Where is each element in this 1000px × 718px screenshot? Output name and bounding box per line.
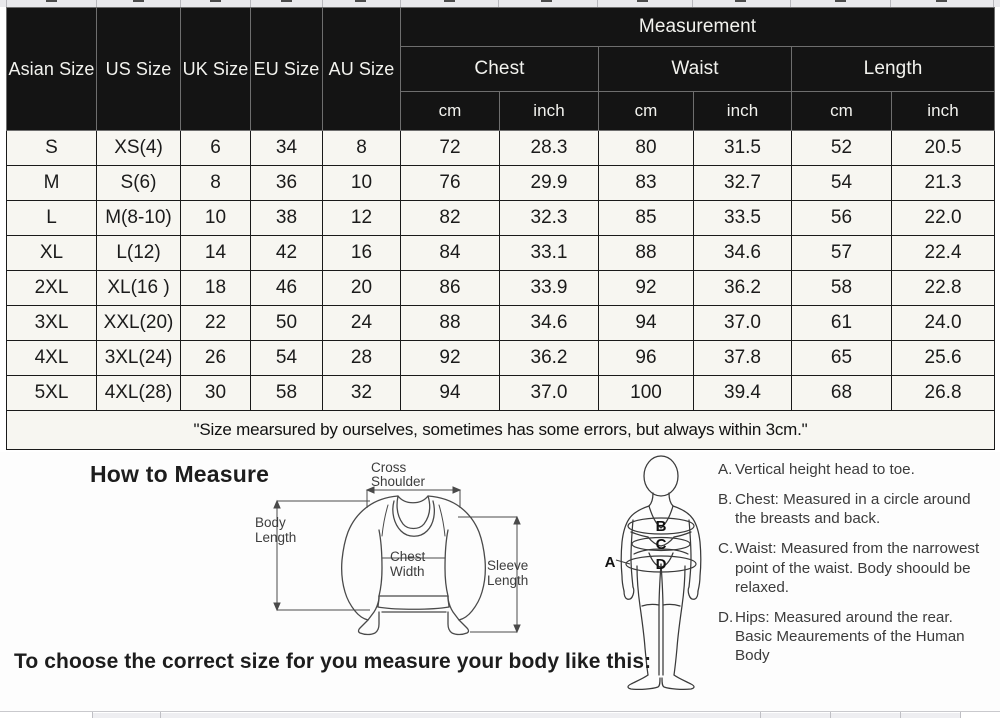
label-body-length-line2: Length [255,530,297,545]
cell-length-inch: 22.0 [892,201,995,236]
cell-eu-size: 46 [251,271,323,306]
cell-eu-size: 54 [251,341,323,376]
legend-text-a: Vertical height head to toe. [735,461,915,478]
column-header-chest: Chest [401,47,599,92]
table-row [7,236,995,271]
cell-chest-cm: 88 [401,306,500,341]
label-sleeve-length-line2: Length [487,573,529,588]
body-marker-a: A [604,554,616,571]
cell-length-cm: 58 [792,271,892,306]
column-header-waist: Waist [599,47,792,92]
truncated-top-row [0,0,1000,7]
label-cross-shoulder-line1: Cross [371,460,407,475]
label-cross-shoulder-line2: Shoulder [371,474,426,489]
cell-chest-inch: 33.1 [500,236,599,271]
cell-us-size: 4XL(28) [97,376,181,411]
cell-asian-size: 4XL [7,341,97,376]
column-header-measurement: Measurement [401,8,995,47]
size-chart-table-container [6,7,994,450]
cell-asian-size: 2XL [7,271,97,306]
table-header-row-measurement [7,8,995,47]
table-footer-row [7,411,995,450]
cell-chest-inch: 33.9 [500,271,599,306]
cell-length-cm: 57 [792,236,892,271]
legend-key-d: D. [718,608,734,626]
cell-length-cm: 68 [792,376,892,411]
table-row [7,201,995,236]
cell-length-inch: 25.6 [892,341,995,376]
column-header-waist-inch: inch [694,92,792,131]
cell-au-size: 20 [323,271,401,306]
label-body-length-line1: Body [255,515,286,530]
cell-length-inch: 22.4 [892,236,995,271]
column-header-length-cm: cm [792,92,892,131]
body-marker-b: B [655,518,667,535]
cell-uk-size: 22 [181,306,251,341]
column-header-length-inch: inch [892,92,995,131]
column-header-eu-size: EU Size [251,8,323,131]
cell-chest-cm: 82 [401,201,500,236]
cell-chest-cm: 92 [401,341,500,376]
column-header-us-size: US Size [97,8,181,131]
cell-uk-size: 8 [181,166,251,201]
cell-uk-size: 10 [181,201,251,236]
how-to-measure-title: How to Measure [90,461,270,487]
body-marker-c: C [655,536,667,553]
cell-waist-inch: 37.0 [694,306,792,341]
legend-text-d: Hips: Measured around the rear. Basic Meaurements of the Human Body [735,608,965,665]
cell-au-size: 24 [323,306,401,341]
cell-length-inch: 22.8 [892,271,995,306]
cell-waist-cm: 100 [599,376,694,411]
cell-length-cm: 61 [792,306,892,341]
cell-length-inch: 21.3 [892,166,995,201]
cell-us-size: 3XL(24) [97,341,181,376]
cell-uk-size: 6 [181,131,251,166]
cell-waist-inch: 31.5 [694,131,792,166]
truncated-bottom-row [0,711,1000,718]
cell-waist-inch: 36.2 [694,271,792,306]
cell-chest-inch: 37.0 [500,376,599,411]
cell-us-size: S(6) [97,166,181,201]
cell-au-size: 16 [323,236,401,271]
table-row [7,271,995,306]
cell-au-size: 10 [323,166,401,201]
cell-length-cm: 52 [792,131,892,166]
cell-us-size: XL(16 ) [97,271,181,306]
cell-chest-inch: 28.3 [500,131,599,166]
table-row [7,306,995,341]
legend-item-c [718,539,988,596]
cell-chest-inch: 32.3 [500,201,599,236]
legend-key-a: A. [718,461,733,478]
cell-waist-cm: 96 [599,341,694,376]
table-row [7,166,995,201]
size-chart-table [6,7,995,450]
choose-correct-size-instruction: To choose the correct size for you measure your body like this: [14,650,652,673]
cell-waist-cm: 80 [599,131,694,166]
cell-waist-inch: 34.6 [694,236,792,271]
legend-key-b: B. [718,491,733,509]
cell-us-size: XS(4) [97,131,181,166]
cell-au-size: 32 [323,376,401,411]
cell-length-cm: 54 [792,166,892,201]
label-sleeve-length-line1: Sleeve [487,558,529,573]
cell-asian-size: S [7,131,97,166]
cell-asian-size: M [7,166,97,201]
cell-eu-size: 42 [251,236,323,271]
size-disclaimer-note: "Size mearsured by ourselves, sometimes has some errors, but always within 3cm." [7,411,995,450]
cell-chest-cm: 86 [401,271,500,306]
cell-waist-inch: 32.7 [694,166,792,201]
cell-waist-cm: 92 [599,271,694,306]
cell-waist-cm: 85 [599,201,694,236]
column-header-chest-cm: cm [401,92,500,131]
column-header-chest-inch: inch [500,92,599,131]
cell-waist-inch: 39.4 [694,376,792,411]
column-header-au-size: AU Size [323,8,401,131]
cell-eu-size: 34 [251,131,323,166]
table-row [7,341,995,376]
cell-chest-cm: 84 [401,236,500,271]
legend-item-b [718,490,988,528]
column-header-length: Length [792,47,995,92]
cell-length-inch: 20.5 [892,131,995,166]
legend-text-b: Chest: Measured in a circle around the breasts and back. [735,491,971,528]
cell-waist-inch: 33.5 [694,201,792,236]
label-chest-width-line2: Width [390,564,425,579]
cell-uk-size: 14 [181,236,251,271]
cell-waist-cm: 94 [599,306,694,341]
cell-chest-cm: 76 [401,166,500,201]
cell-au-size: 8 [323,131,401,166]
cell-length-cm: 56 [792,201,892,236]
cell-waist-inch: 37.8 [694,341,792,376]
cell-us-size: L(12) [97,236,181,271]
cell-uk-size: 18 [181,271,251,306]
legend-item-a [718,460,988,479]
measurement-legend [718,460,988,676]
cell-waist-cm: 88 [599,236,694,271]
legend-text-c: Waist: Measured from the narrowest point of the waist. Body shoould be relaxed. [735,540,980,596]
cell-waist-cm: 83 [599,166,694,201]
how-to-measure-section [0,452,1000,718]
cell-uk-size: 26 [181,341,251,376]
column-header-asian-size: Asian Size [7,8,97,131]
cell-au-size: 28 [323,341,401,376]
cell-length-cm: 65 [792,341,892,376]
table-row [7,376,995,411]
table-row [7,131,995,166]
legend-key-c: C. [718,540,734,558]
cell-length-inch: 26.8 [892,376,995,411]
cell-asian-size: L [7,201,97,236]
label-chest-width-line1: Chest [390,549,426,564]
cell-length-inch: 24.0 [892,306,995,341]
cell-uk-size: 30 [181,376,251,411]
cell-eu-size: 36 [251,166,323,201]
column-header-uk-size: UK Size [181,8,251,131]
cell-au-size: 12 [323,201,401,236]
cell-asian-size: 3XL [7,306,97,341]
legend-item-d [718,608,988,665]
cell-us-size: M(8-10) [97,201,181,236]
cell-eu-size: 58 [251,376,323,411]
cell-chest-inch: 36.2 [500,341,599,376]
cell-us-size: XXL(20) [97,306,181,341]
cell-chest-inch: 29.9 [500,166,599,201]
cell-eu-size: 50 [251,306,323,341]
cell-asian-size: 5XL [7,376,97,411]
column-header-waist-cm: cm [599,92,694,131]
body-marker-d: D [655,556,667,573]
cell-asian-size: XL [7,236,97,271]
cell-chest-cm: 72 [401,131,500,166]
garment-measurement-diagram [255,460,555,650]
cell-chest-cm: 94 [401,376,500,411]
cell-eu-size: 38 [251,201,323,236]
cell-chest-inch: 34.6 [500,306,599,341]
